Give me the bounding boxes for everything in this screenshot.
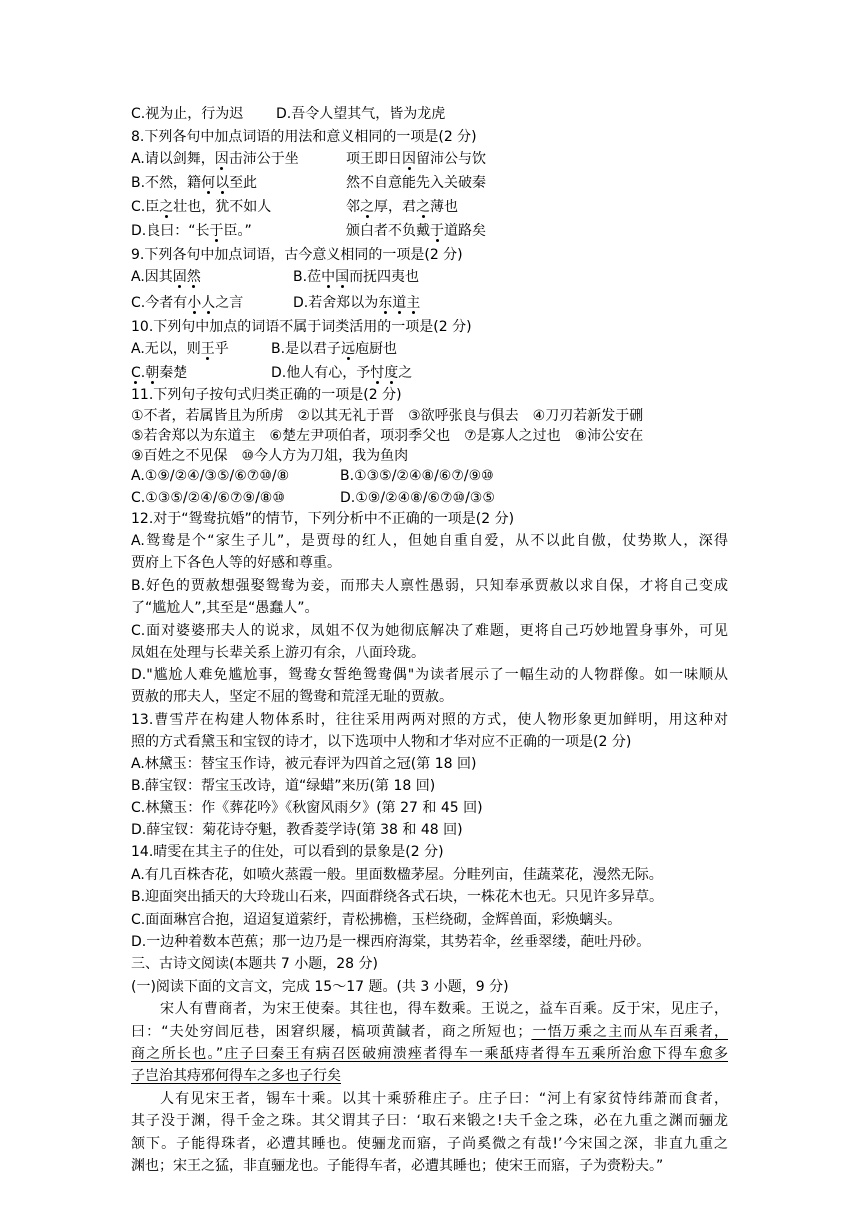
q8-option-c: C.臣之壮也，犹不如人: [131, 199, 272, 215]
q10-option-a: A.无以，则王乎: [131, 341, 229, 357]
q13-option-c: C.林黛玉：作《葬花吟》《秋窗风雨夕》(第 27 和 45 回): [131, 800, 483, 816]
q8-option-d: D.良曰：“长于臣。”: [131, 223, 252, 239]
q12-option-d-line2: 贾赦的邢夫人，坚定不屈的鸳鸯和荒淫无耻的贾赦。: [131, 689, 453, 705]
q14-option-a: A.有几百株杏花，如喷火蒸霞一般。里面数楹茅屋。分畦列亩，佳蔬菜花，漫然无际。: [131, 867, 663, 883]
q8-option-b-compare: 然不自意能先入关破秦: [346, 175, 486, 191]
passage-p2-line4: 渊也；宋王之猛，非直骊龙也。子能得车者，必遭其睡也；使宋王而寤，子为赍粉夫。”: [131, 1158, 664, 1174]
q14-option-d: D.一边种着数本芭蕉；那一边乃是一棵西府海棠，其势若伞，丝垂翠缕，葩吐丹砂。: [131, 934, 651, 950]
q12-option-b-line1: B.好色的贾赦想强娶鸳鸯为妾，而邢夫人禀性愚弱，只知奉承贾赦以求自保，才将自己变成: [131, 578, 728, 594]
q14-option-b: B.迎面突出插天的大玲珑山石来，四面群绕各式石块，一株花木也无。只见许多异草。: [131, 889, 664, 905]
passage-p2-line2: 其子没于渊，得千金之珠。其父谓其子曰：‘取石来锻之!夫千金之珠，必在九重之渊而骊龙: [131, 1113, 728, 1129]
passage-p1-line4: [131, 1065, 341, 1087]
underlined-sentence-end: 商之所长也: [131, 1046, 208, 1062]
q12-option-a-line2: 贾府上下各色人等的好感和尊重。: [131, 555, 341, 571]
q13-stem-line2: 照的方式看黛玉和宝钗的诗才，以下选项中人物和才华对应不正确的一项是(2 分): [131, 734, 632, 750]
q14-stem: 14.晴雯在其主子的住处，可以看到的景象是(2 分): [131, 844, 444, 860]
q13-option-a: A.林黛玉：替宝玉作诗，被元春评为四首之冠(第 18 回): [131, 756, 477, 772]
q12-option-b-line2: 了“尴尬人”,其至是“愚蠢人”。: [131, 600, 319, 616]
q12-option-c-line1: C.面对婆婆邢夫人的说求，凤姐不仅为她彻底解决了难题，更将自己巧妙地置身事外，可见: [131, 623, 728, 639]
section3-subtitle: (一)阅读下面的文言文，完成 15～17 题。(共 3 小题，9 分): [131, 979, 509, 995]
passage-p2-line3: 颔下。子能得珠者，必遭其睡也。使骊龙而寤，子尚奚微之有哉!’今宋国之深，非直九重之: [131, 1136, 728, 1152]
q12-option-a-line1: A.鸳鸯是个“家生子儿”，是贾母的红人，但她自重自爱，从不以此自傲，仗势欺人，深得: [131, 533, 728, 549]
q11-option-d: D.①⑨/②④⑧/⑥⑦⑩/③⑤: [340, 490, 495, 506]
q9-option-d: D.若舍郑以为东道主: [293, 295, 421, 311]
q12-stem: 12.对于“鸳鸯抗婚”的情节，下列分析中不正确的一项是(2 分): [131, 511, 515, 527]
q9-option-c: C.今者有小人之言: [131, 295, 244, 311]
q11-option-c: C.①③⑤/②④/⑥⑦⑨/⑧⑩: [131, 490, 285, 506]
underlined-sentence: 一悟万乘之主而从车百乘者，: [531, 1024, 728, 1040]
q12-option-d-line1: D."尴尬人难免尴尬事，鸳鸯女誓绝鸳鸯偶"为读者展示了一幅生动的人物群像。如一味顺从: [131, 667, 728, 683]
q9-option-b: B.莅中国而抚四夷也: [293, 269, 420, 285]
q10-stem: 10.下列句中加点的词语不属于词类活用的一项是(2 分): [131, 319, 472, 335]
q8-stem: 8.下列各句中加点词语的用法和意义相同的一项是(2 分): [131, 129, 477, 145]
q14-option-c: C.面面琳宫合抱，迢迢复道萦纡，青松拂檐，玉栏绕砌，金辉兽面，彩焕螭头。: [131, 912, 622, 928]
passage-p1-line1: 宋人有曹商者，为宋王使秦。其往也，得车数乘。王说之，益车百乘。反于宋，见庄子，: [160, 1001, 728, 1017]
q8-option-a-compare: 项王即日因留沛公与饮: [346, 151, 486, 167]
passage-p1-line3: [131, 1043, 728, 1065]
q8-option-b: B.不然，籍何以至此: [131, 175, 258, 191]
unpunctuated-passage-end: 子岂治其痔邪何得车之多也子行矣: [131, 1068, 341, 1084]
q13-stem-line1: 13.曹雪芹在构建人物体系时，往往采用两两对照的方式，使人物形象更加鲜明，用这种对: [131, 712, 728, 728]
q8-option-c-compare: 邻之厚，君之薄也: [346, 199, 458, 215]
q11-option-a: A.①⑨/②④/③⑤/⑥⑦⑩/⑧: [131, 468, 290, 484]
q12-option-c-line2: 凤姐在处理与长辈关系上游刃有余，八面玲珑。: [131, 645, 425, 661]
q9-option-a: A.因其固然: [131, 269, 201, 285]
q11-sentences-row2: ⑤若舍郑以为东道主 ⑥楚左尹项伯者，项羽季父也 ⑦是寡人之过也 ⑧沛公安在: [131, 428, 644, 444]
q7-option-c: C.视为止，行为迟: [131, 106, 244, 122]
passage-p2-line1: 人有见宋王者，锡车十乘。以其十乘骄稚庄子。庄子曰：“河上有家贫恃纬萧而食者，: [160, 1091, 728, 1107]
q11-option-b: B.①③⑤/②④⑧/⑥⑦/⑨⑩: [340, 468, 494, 484]
q9-stem: 9.下列各句中加点词语，古今意义相同的一项是(2 分): [131, 247, 463, 263]
q10-option-c: C.朝秦楚: [131, 365, 188, 381]
q8-option-a: A.请以剑舞，因击沛公于坐: [131, 151, 299, 167]
section3-title: 三、古诗文阅读(本题共 7 小题，28 分): [131, 956, 378, 972]
q11-sentences-row1: ①不者，若属皆且为所虏 ②以其无礼于晋 ③欲呼张良与俱去 ④刀刃若新发于硎: [131, 408, 644, 424]
q11-sentences-row3: ⑨百姓之不见保 ⑩今人方为刀俎，我为鱼肉: [131, 448, 409, 464]
q10-option-b: B.是以君子远庖厨也: [271, 341, 398, 357]
q13-option-d: D.薛宝钗：菊花诗夺魁，教香菱学诗(第 38 和 48 回): [131, 822, 463, 838]
q7-option-d: D.吾令人望其气，皆为龙虎: [276, 106, 446, 122]
q8-option-d-compare: 颁白者不负戴于道路矣: [346, 223, 486, 239]
passage-p1-line2: [131, 1021, 728, 1043]
passage-p1-line2-text: 曰：“夫处穷闾厄巷，困窘织屦，槁项黄馘者，商之所短也；: [131, 1024, 532, 1040]
q10-option-d: D.他人有心，予忖度之: [271, 365, 413, 381]
unpunctuated-passage: 。”庄子曰秦王有病召医破痈溃痤者得车一乘舐痔者得车五乘所治愈下得车愈多: [207, 1046, 728, 1062]
q13-option-b: B.薛宝钗：帮宝玉改诗，道“绿蜡”来历(第 18 回): [131, 778, 436, 794]
q11-stem: 11.下列句子按句式归类正确的一项是(2 分): [131, 387, 402, 403]
